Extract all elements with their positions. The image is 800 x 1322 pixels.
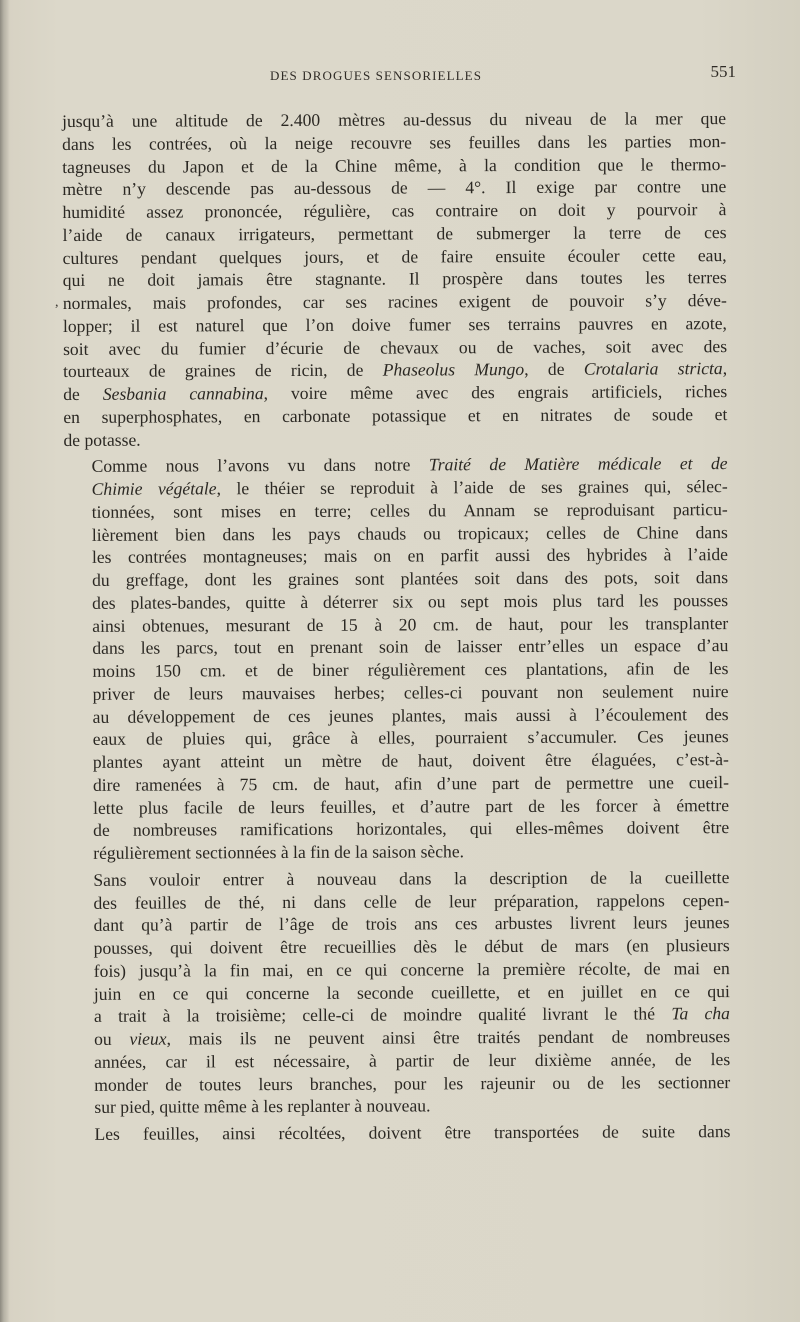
text-line: dans les parcs, tout en prenant soin de laisser entr’elles un espace d’au bbox=[92, 635, 729, 659]
text-line: de Sesbania cannabina, voire même avec des engrais artificiels, riches bbox=[63, 381, 728, 404]
paragraph-1 bbox=[62, 107, 727, 451]
text-line: normales, mais profondes, car ses racines exigent de pouvoir s’y déve- bbox=[62, 290, 727, 313]
text-line: au développement de ces jeunes plantes, mais aussi à l’écoulement des bbox=[92, 703, 729, 727]
text-line: de potasse. bbox=[63, 429, 141, 450]
text-line: qui ne doit jamais être stagnante. Il prospère dans toutes les terres bbox=[62, 267, 727, 291]
text-line: eaux de pluies qui, grâce à elles, pourraient s’accumuler. Ces jeunes bbox=[92, 726, 729, 750]
text-line: cultures pendant quelques jours, et de faire ensuite écouler cette eau, bbox=[62, 244, 727, 268]
text-line: fois) jusqu’à la fin mai, en ce qui concerne la première récolte, de mai en bbox=[93, 957, 730, 981]
text-line: années, car il est nécessaire, à partir de leur dixième année, de les bbox=[94, 1048, 731, 1072]
text-line: humidité assez prononcée, régulière, cas contraire on doit y pourvoir à bbox=[62, 199, 727, 222]
text-line: dire ramenées à 75 cm. de haut, afin d’une part de permettre une cueil- bbox=[92, 771, 729, 795]
paragraph-3 bbox=[65, 866, 730, 1119]
text-line: lette plus facile de leurs feuilles, et d’autre part de les forcer à émettre bbox=[92, 794, 730, 818]
text-line: sur pied, quitte même à les replanter à nouveau. bbox=[94, 1095, 431, 1118]
text-line: dans les contrées, où la neige recouvre ses feuilles dans les parties mon- bbox=[62, 130, 727, 154]
text-line: a trait à la troisième; celle-ci de moindre qualité livrant le thé Ta cha bbox=[93, 1003, 730, 1027]
text-line: l’aide de canaux irrigateurs, permettant de submerger la terre de ces bbox=[62, 221, 727, 245]
paragraph-2 bbox=[64, 452, 730, 864]
text-line: tagneuses du Japon et de la Chine même, à la condition que le thermo- bbox=[62, 153, 727, 177]
text-line: juin en ce qui concerne la seconde cueillette, et en juillet en ce qui bbox=[93, 980, 730, 1004]
text-line: jusqu’à une altitude de 2.400 mètres au-dessus du niveau de la mer que bbox=[62, 108, 727, 131]
text-line: régulièrement sectionnées à la fin de la saison sèche. bbox=[93, 841, 465, 863]
text-line: des feuilles de thé, ni dans celle de leur préparation, rappelons cepen- bbox=[93, 889, 730, 913]
text-line: moins 150 cm. et de biner régulièrement ces plantations, afin de les bbox=[92, 658, 729, 681]
text-line: Chimie végétale, le théier se reproduit à l’aide de ses graines qui, sélec- bbox=[91, 476, 728, 499]
text-line: lopper; il est naturel que l’on doive fumer ses terrains pauvres en azote, bbox=[62, 312, 727, 336]
margin-mark: , bbox=[55, 295, 59, 310]
text-line: plantes ayant atteint un mètre de haut, doivent être élaguées, c’est-à- bbox=[92, 749, 729, 772]
text-line: du greffage, dont les graines sont plantées soit dans des pots, soit dans bbox=[92, 567, 729, 590]
text-line: pousses, qui doivent être recueillies dès le début de mars (en plusieurs bbox=[93, 935, 730, 958]
text-line: priver de leurs mauvaises herbes; celles-ci pouvant non seulement nuire bbox=[92, 680, 729, 704]
text-line: mètre n’y descende pas au-dessous de — 4°. Il exige par contre une bbox=[62, 176, 727, 200]
text-line: les contrées montagneuses; mais on en parfit aussi des hybrides à l’aide bbox=[91, 544, 728, 568]
text-line: soit avec du fumier d’écurie de chevaux ou de vaches, soit avec des bbox=[62, 335, 728, 359]
text-line: de nombreuses ramifications horizontales, qui elles-mêmes doivent être bbox=[93, 817, 730, 841]
page-number: 551 bbox=[710, 62, 736, 81]
body-text bbox=[62, 107, 731, 1146]
text-line: Comme nous l’avons vu dans notre Traité de Matière médicale et de bbox=[91, 453, 728, 477]
text-line: tionnées, sont mises en terre; celles du Annam se reproduisant particu- bbox=[91, 498, 728, 522]
paragraph-4 bbox=[66, 1120, 730, 1146]
text-line: ainsi obtenues, mesurant de 15 à 20 cm. de haut, pour les transplanter bbox=[92, 612, 729, 636]
page-header bbox=[66, 62, 736, 92]
text-line: monder de toutes leurs branches, pour les rajeunir ou de les sectionner bbox=[94, 1071, 731, 1095]
page-spine-shadow bbox=[0, 0, 10, 1322]
text-line: Sans vouloir entrer à nouveau dans la description de la cueillette bbox=[93, 866, 730, 890]
text-line: Les feuilles, ainsi récoltées, doivent être transportées de suite dans bbox=[94, 1121, 731, 1144]
text-line: lièrement bien dans les pays chauds ou tropicaux; celles de Chine dans bbox=[91, 521, 728, 545]
running-title: DES DROGUES SENSORIELLES bbox=[270, 68, 483, 83]
text-line: dant qu’à partir de l’âge de trois ans ces arbustes livrent leurs jeunes bbox=[93, 912, 730, 936]
text-line: ou vieux, mais ils ne peuvent ainsi être traités pendant de nombreuses bbox=[94, 1026, 731, 1049]
text-line: tourteaux de graines de ricin, de Phaseolus Mungo, de Crotalaria stricta, bbox=[63, 358, 728, 382]
text-line: en superphosphates, en carbonate potassique et en nitrates de soude et bbox=[63, 403, 728, 427]
text-line: des plates-bandes, quitte à déterrer six ou sept mois plus tard les pousses bbox=[92, 589, 729, 613]
